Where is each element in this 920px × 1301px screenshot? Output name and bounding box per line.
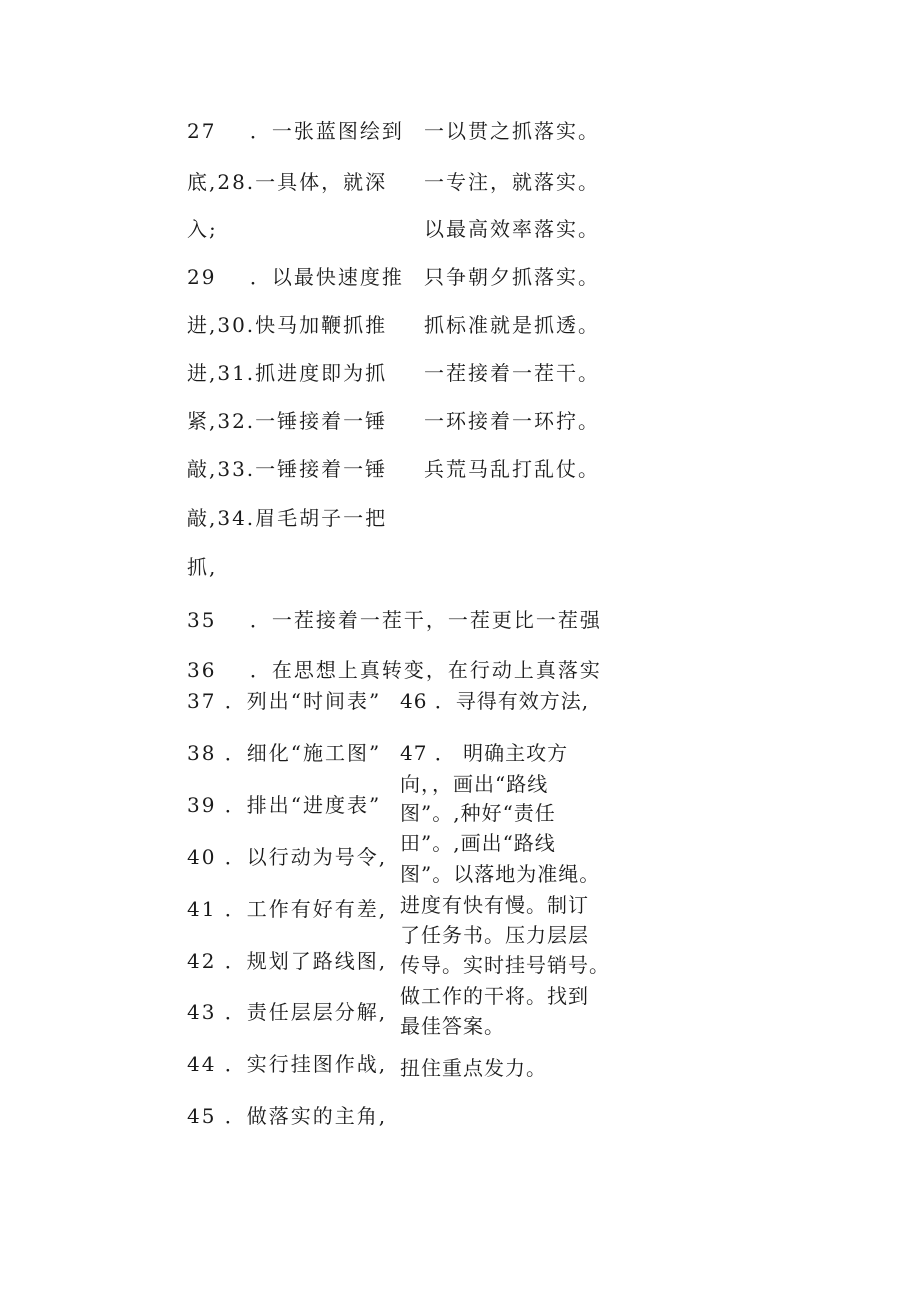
text-line: 46 ．寻得有效方法, (400, 689, 590, 713)
text-line: 45 ．做落实的主角, (187, 1104, 388, 1128)
text-line: 了任务书。压力层层 (400, 923, 589, 947)
text-line: 紧,32.一锤接着一锤 (187, 409, 388, 433)
text-line: 向，，画出“路线 (400, 772, 549, 796)
text-line: 敲,33.一锤接着一锤 (187, 457, 388, 481)
text-line: 38 ．细化“施工图” (187, 741, 382, 765)
text-line: 进度有快有慢。制订 (400, 893, 589, 917)
text-line: 29 ．以最快速度推 (187, 265, 404, 289)
text-line: 一茬接着一茬干。 (424, 361, 600, 385)
text-line: 做工作的干将。找到 (400, 984, 589, 1008)
text-line: 图”。以落地为准绳。 (400, 862, 601, 886)
text-line: 最佳答案。 (400, 1014, 505, 1038)
text-line: 进,31.抓进度即为抓 (187, 361, 388, 385)
text-line: 底,28.一具体，就深 (187, 170, 388, 194)
text-line: 35 ．一茬接着一茬干，一茬更比一茬强 (187, 608, 602, 632)
text-line: 42 ．规划了路线图, (187, 949, 388, 973)
text-line: 田”。,画出“路线 (400, 831, 556, 855)
text-line: 一专注，就落实。 (424, 170, 600, 194)
text-line: 44 ．实行挂图作战, (187, 1052, 388, 1076)
text-line: 兵荒马乱打乱仗。 (424, 457, 600, 481)
text-line: 扭住重点发力。 (400, 1056, 547, 1080)
text-line: 只争朝夕抓落实。 (424, 265, 600, 289)
text-line: 一环接着一环拧。 (424, 409, 600, 433)
text-line: 进,30.快马加鞭抓推 (187, 313, 388, 337)
text-line: 37 ．列出“时间表” (187, 689, 382, 713)
text-line: 抓标准就是抓透。 (424, 313, 600, 337)
text-line: 47 ． 明确主攻方 (400, 741, 569, 765)
text-line: 36 ．在思想上真转变，在行动上真落实 (187, 658, 602, 682)
text-line: 图”。,种好“责任 (400, 801, 556, 825)
text-line: 敲,34.眉毛胡子一把 (187, 506, 388, 530)
text-line: 39 ．排出“进度表” (187, 793, 382, 817)
text-line: 传导。实时挂号销号。 (400, 953, 610, 977)
text-line: 以最高效率落实。 (424, 217, 600, 241)
text-line: 27 ．一张蓝图绘到 (187, 119, 404, 143)
text-line: 一以贯之抓落实。 (424, 119, 600, 143)
text-line: 43 ．责任层层分解, (187, 1000, 388, 1024)
text-line: 41 ．工作有好有差, (187, 897, 388, 921)
text-line: 抓, (187, 555, 218, 579)
text-line: 40 ．以行动为号令, (187, 845, 388, 869)
text-line: 入; (187, 217, 218, 241)
